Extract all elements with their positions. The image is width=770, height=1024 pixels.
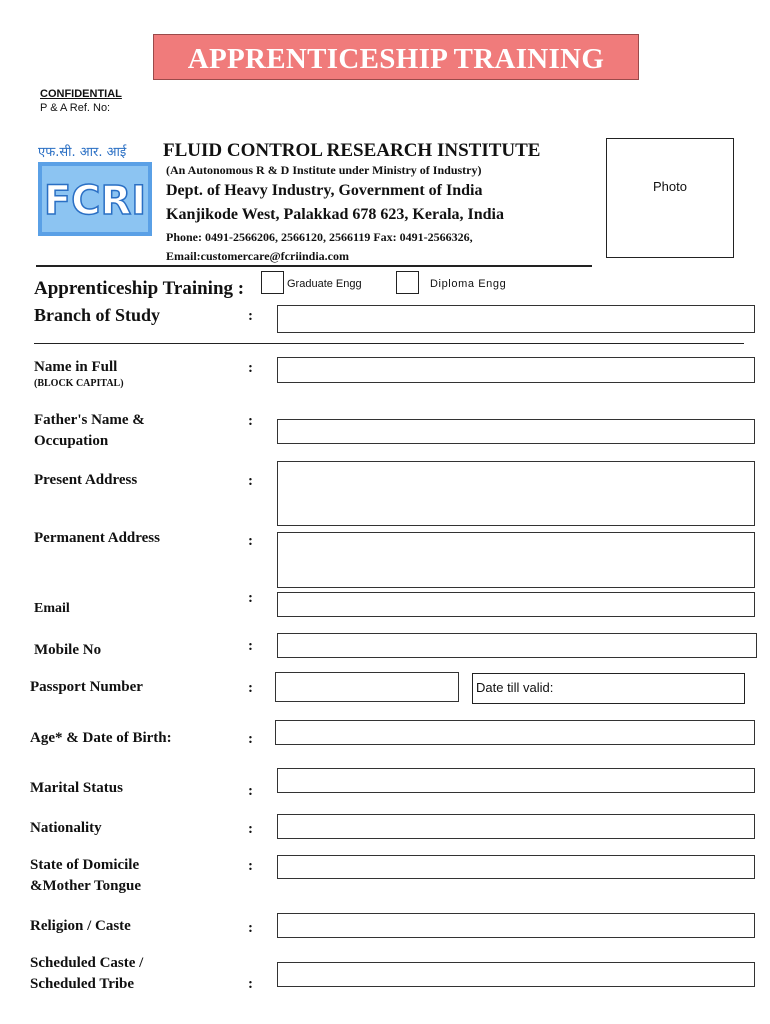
- father-field[interactable]: [277, 419, 755, 444]
- passport-label: Passport Number: [30, 679, 143, 695]
- logo-letters: FCRI: [43, 178, 147, 224]
- religion-colon: :: [248, 920, 253, 936]
- institute-name: FLUID CONTROL RESEARCH INSTITUTE: [163, 140, 541, 161]
- father-colon: :: [248, 413, 253, 429]
- institute-subtitle: (An Autonomous R & D Institute under Ministry of Industry): [166, 163, 482, 177]
- mobile-label: Mobile No: [34, 642, 102, 658]
- marital-colon: :: [248, 783, 253, 799]
- passport-validity-field[interactable]: [472, 673, 745, 704]
- marital-label: Marital Status: [30, 780, 123, 796]
- ref-no-label: P & A Ref. No:: [40, 102, 111, 114]
- graduate-checkbox[interactable]: [261, 271, 284, 294]
- age-dob-field[interactable]: [275, 720, 755, 745]
- nationality-colon: :: [248, 821, 253, 837]
- permanent-address-label: Permanent Address: [34, 530, 160, 546]
- email-colon: :: [248, 590, 253, 606]
- graduate-label: Graduate Engg: [287, 278, 362, 290]
- age-dob-colon: :: [248, 731, 253, 747]
- sc-st-colon: :: [248, 976, 253, 992]
- institute-dept: Dept. of Heavy Industry, Government of India: [166, 182, 483, 199]
- confidential-label: CONFIDENTIAL: [40, 88, 122, 100]
- domicile-field[interactable]: [277, 855, 755, 879]
- diploma-label: Diploma Engg: [430, 278, 507, 290]
- photo-label: Photo: [653, 179, 687, 194]
- sc-st-label-line1: Scheduled Caste /: [30, 955, 144, 971]
- branch-label: Branch of Study: [34, 305, 161, 325]
- passport-colon: :: [248, 680, 253, 696]
- domicile-label-line1: State of Domicile: [30, 857, 140, 873]
- institute-email: Email:customercare@fcriindia.com: [166, 249, 350, 263]
- name-field[interactable]: [277, 357, 755, 383]
- branch-colon: :: [248, 308, 253, 324]
- mobile-colon: :: [248, 638, 253, 654]
- photo-box[interactable]: [606, 138, 734, 258]
- religion-label: Religion / Caste: [30, 918, 131, 934]
- domicile-label-line2: &Mother Tongue: [30, 878, 141, 894]
- section-divider: [34, 343, 744, 344]
- nationality-field[interactable]: [277, 814, 755, 839]
- present-address-colon: :: [248, 473, 253, 489]
- form-title: APPRENTICESHIP TRAINING: [153, 34, 639, 80]
- institute-address: Kanjikode West, Palakkad 678 623, Kerala, India: [166, 206, 504, 223]
- branch-field[interactable]: [277, 305, 755, 333]
- marital-field[interactable]: [277, 768, 755, 793]
- block-capital-note: (BLOCK CAPITAL): [34, 378, 124, 389]
- date-till-valid-label: Date till valid:: [476, 680, 554, 695]
- religion-field[interactable]: [277, 913, 755, 938]
- name-label: Name in Full: [34, 359, 118, 375]
- father-label-line2: Occupation: [34, 433, 109, 449]
- nationality-label: Nationality: [30, 820, 102, 836]
- mobile-field[interactable]: [277, 633, 757, 658]
- logo-hindi-text: एफ.सी. आर. आई: [38, 145, 127, 160]
- permanent-address-field[interactable]: [277, 532, 755, 588]
- sc-st-field[interactable]: [277, 962, 755, 987]
- name-colon: :: [248, 360, 253, 376]
- institute-phone: Phone: 0491-2566206, 2566120, 2566119 Fax: 0491-2566326,: [166, 230, 473, 244]
- email-label: Email: [34, 601, 70, 616]
- fcri-logo: [36, 140, 154, 236]
- age-dob-label: Age* & Date of Birth:: [30, 730, 172, 746]
- present-address-field[interactable]: [277, 461, 755, 526]
- permanent-address-colon: :: [248, 533, 253, 549]
- domicile-colon: :: [248, 858, 253, 874]
- present-address-label: Present Address: [34, 472, 138, 488]
- diploma-checkbox[interactable]: [396, 271, 419, 294]
- training-label: Apprenticeship Training :: [34, 278, 245, 299]
- email-field[interactable]: [277, 592, 755, 617]
- father-label-line1: Father's Name &: [34, 412, 145, 428]
- passport-field[interactable]: [275, 672, 459, 702]
- sc-st-label-line2: Scheduled Tribe: [30, 976, 135, 992]
- header-divider: [36, 265, 592, 267]
